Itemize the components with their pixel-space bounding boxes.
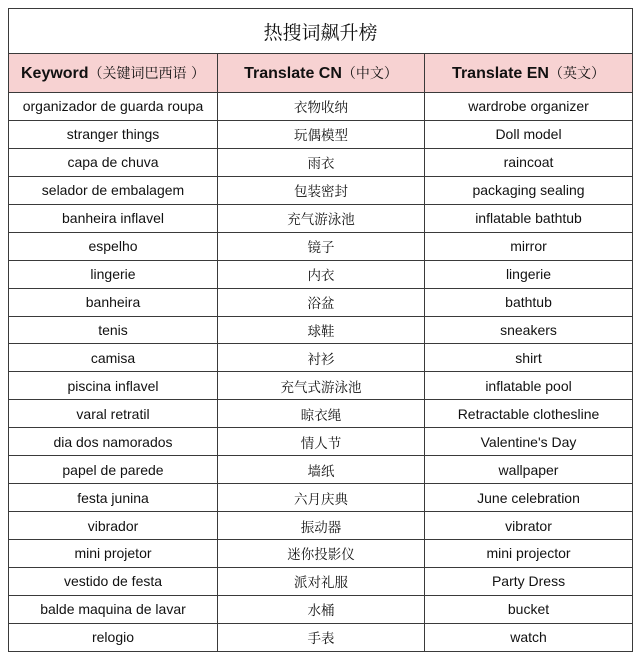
table-row (9, 260, 633, 288)
translate-en-cell: wardrobe organizer (425, 93, 633, 121)
keyword-cell: dia dos namorados (9, 428, 218, 456)
header-keyword-label: Keyword (20, 65, 89, 82)
keyword-cell: stranger things (9, 120, 218, 148)
translate-cn-cell: 玩偶模型 (218, 120, 425, 148)
keyword-cell: vestido de festa (9, 567, 218, 595)
keyword-cell: relogio (9, 623, 218, 651)
table-row (9, 484, 633, 512)
translate-en-cell: mini projector (425, 540, 633, 568)
translate-en-cell: Retractable clothesline (425, 400, 633, 428)
translate-cn-cell: 包装密封 (218, 176, 425, 204)
translate-en-cell: lingerie (425, 260, 633, 288)
keyword-cell: organizador de guarda roupa (9, 93, 218, 121)
translate-en-cell: Party Dress (425, 567, 633, 595)
header-translate-en (425, 54, 633, 93)
translate-en-cell: bathtub (425, 288, 633, 316)
hot-search-table (8, 8, 633, 652)
translate-en-cell: inflatable bathtub (425, 204, 633, 232)
keyword-cell: mini projetor (9, 540, 218, 568)
translate-en-cell: Valentine's Day (425, 428, 633, 456)
translate-en-cell: mirror (425, 232, 633, 260)
translate-cn-cell: 衬衫 (218, 344, 425, 372)
header-translate-en-sub: （英文） (548, 66, 605, 82)
translate-cn-cell: 充气式游泳池 (218, 372, 425, 400)
keyword-cell: papel de parede (9, 456, 218, 484)
translate-cn-cell: 派对礼服 (218, 567, 425, 595)
translate-cn-cell: 手表 (218, 623, 425, 651)
table-body (9, 93, 633, 652)
table-row (9, 567, 633, 595)
table-row (9, 400, 633, 428)
translate-cn-cell: 晾衣绳 (218, 400, 425, 428)
translate-en-cell: sneakers (425, 316, 633, 344)
translate-cn-cell: 镜子 (218, 232, 425, 260)
translate-en-cell: watch (425, 623, 633, 651)
table-row (9, 344, 633, 372)
translate-cn-cell: 情人节 (218, 428, 425, 456)
keyword-cell: banheira inflavel (9, 204, 218, 232)
translate-en-cell: vibrator (425, 512, 633, 540)
header-translate-en-label: Translate EN (452, 65, 549, 82)
table-row (9, 540, 633, 568)
table-row (9, 595, 633, 623)
keyword-cell: piscina inflavel (9, 372, 218, 400)
table-row (9, 93, 633, 121)
header-translate-cn (218, 54, 425, 93)
table-title-row (9, 9, 633, 54)
table-row (9, 512, 633, 540)
translate-en-cell: June celebration (425, 484, 633, 512)
keyword-cell: camisa (9, 344, 218, 372)
keyword-cell: varal retratil (9, 400, 218, 428)
table-row (9, 372, 633, 400)
translate-cn-cell: 衣物收纳 (218, 93, 425, 121)
header-translate-cn-sub: （中文） (341, 66, 398, 82)
keyword-cell: selador de embalagem (9, 176, 218, 204)
table-row (9, 428, 633, 456)
keyword-cell: festa junina (9, 484, 218, 512)
translate-en-cell: raincoat (425, 148, 633, 176)
translate-cn-cell: 水桶 (218, 595, 425, 623)
translate-cn-cell: 内衣 (218, 260, 425, 288)
translate-en-cell: shirt (425, 344, 633, 372)
translate-cn-cell: 六月庆典 (218, 484, 425, 512)
translate-en-cell: Doll model (425, 120, 633, 148)
table-row (9, 456, 633, 484)
table-row (9, 204, 633, 232)
table-row (9, 232, 633, 260)
keyword-cell: vibrador (9, 512, 218, 540)
keyword-cell: tenis (9, 316, 218, 344)
header-keyword (9, 54, 218, 93)
translate-cn-cell: 雨衣 (218, 148, 425, 176)
table-row (9, 148, 633, 176)
table-row (9, 623, 633, 651)
header-keyword-sub: （关键词巴西语 ） (88, 66, 206, 82)
translate-en-cell: bucket (425, 595, 633, 623)
keyword-cell: espelho (9, 232, 218, 260)
keyword-cell: capa de chuva (9, 148, 218, 176)
translate-cn-cell: 振动器 (218, 512, 425, 540)
keyword-cell: banheira (9, 288, 218, 316)
translate-en-cell: packaging sealing (425, 176, 633, 204)
header-translate-cn-label: Translate CN (244, 65, 342, 82)
table-row (9, 288, 633, 316)
translate-cn-cell: 墙纸 (218, 456, 425, 484)
translate-cn-cell: 充气游泳池 (218, 204, 425, 232)
table-header-row (9, 54, 633, 93)
table-title: 热搜词飙升榜 (9, 9, 633, 54)
translate-en-cell: wallpaper (425, 456, 633, 484)
translate-cn-cell: 浴盆 (218, 288, 425, 316)
translate-en-cell: inflatable pool (425, 372, 633, 400)
table-row (9, 176, 633, 204)
keyword-cell: balde maquina de lavar (9, 595, 218, 623)
table-row (9, 120, 633, 148)
translate-cn-cell: 迷你投影仪 (218, 540, 425, 568)
table-row (9, 316, 633, 344)
translate-cn-cell: 球鞋 (218, 316, 425, 344)
keyword-cell: lingerie (9, 260, 218, 288)
